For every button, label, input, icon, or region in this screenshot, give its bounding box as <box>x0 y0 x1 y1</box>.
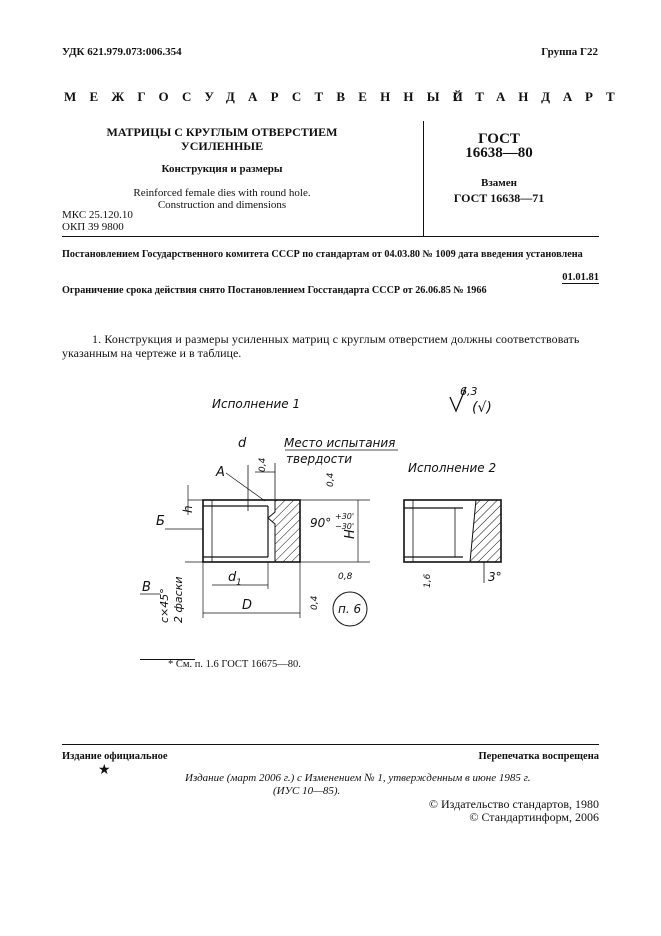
gost-number: 16638—80 <box>465 145 533 161</box>
angle-3: 3° <box>488 570 502 584</box>
title-ru-line1: МАТРИЦЫ С КРУГЛЫМ ОТВЕРСТИЕМ <box>106 125 338 139</box>
angle-tol-plus: +30' <box>335 512 355 521</box>
hardness-label-2: твердости <box>286 452 353 466</box>
roughness-1-6: 1,6 <box>423 573 433 588</box>
title-en-line1: Reinforced female dies with round hole. <box>133 187 311 199</box>
gost-label: ГОСТ <box>478 131 520 147</box>
star-icon: ★ <box>98 763 111 778</box>
banner-right: СТАНДАРТ <box>453 89 628 104</box>
reprint-prohibited: Перепечатка воспрещена <box>478 751 599 762</box>
edition-line-2: (ИУС 10—85). <box>273 785 341 797</box>
replaces-gost: ГОСТ 16638—71 <box>453 191 545 205</box>
roughness-0-8: 0,8 <box>338 572 353 582</box>
paragraph-1-line2: указанным на чертеже и в таблице. <box>62 346 242 360</box>
subtitle-ru: Конструкция и размеры <box>161 163 283 175</box>
separator-line <box>62 236 599 237</box>
roughness-0-4-top: 0,4 <box>258 457 268 472</box>
title-en-line2: Construction and dimensions <box>157 199 287 211</box>
title-divider <box>423 121 424 236</box>
angle-90: 90° <box>310 516 332 530</box>
hardness-label-1: Место испытания <box>284 436 396 450</box>
decree-date: 01.01.81 <box>562 272 599 283</box>
copyright-1980: © Издательство стандартов, 1980 <box>428 797 599 811</box>
dim-d: d <box>238 436 247 451</box>
dim-d1-sub: 1 <box>236 578 242 588</box>
udk-code: УДК 621.979.073:006.354 <box>62 46 182 58</box>
angle-tol-minus: −30' <box>335 522 355 531</box>
roughness-0-4-bottom: 0,4 <box>310 595 320 610</box>
roughness-paren: (√) <box>472 400 492 416</box>
chamfer-label-1: c×45° <box>158 588 171 623</box>
dim-d1: d <box>228 570 237 585</box>
dim-D: D <box>242 598 253 613</box>
label-B: Б <box>156 514 165 529</box>
roughness-value: 6,3 <box>460 385 478 398</box>
note-ref: п. 6 <box>338 602 362 616</box>
chamfer-label-2: 2 фаски <box>172 576 185 623</box>
decree-limitation: Ограничение срока действия снято Постановлением Госстандарта СССР от 26.06.85 № 1966 <box>62 285 487 296</box>
okp-code: ОКП 39 9800 <box>62 221 124 233</box>
replaces-label: Взамен <box>481 177 517 189</box>
edition-line-1: Издание (март 2006 г.) с Изменением № 1, утвержденным в июне 1985 г. <box>185 772 531 784</box>
group-code: Группа Г22 <box>541 46 598 58</box>
footer-separator <box>62 744 599 745</box>
banner-left: МЕЖГОСУДАРСТВЕННЫЙ <box>64 89 476 104</box>
variant-1-label: Исполнение 1 <box>212 397 301 411</box>
label-A: А <box>216 465 225 480</box>
label-V: В <box>142 580 151 595</box>
dim-h: h <box>181 505 195 513</box>
mks-code: МКС 25.120.10 <box>62 209 133 221</box>
variant-2-label: Исполнение 2 <box>408 461 497 475</box>
footnote: * См. п. 1.6 ГОСТ 16675—80. <box>168 659 301 670</box>
paragraph-1-line1: 1. Конструкция и размеры усиленных матриц с круглым отверстием должны соответствовать <box>92 332 580 346</box>
dim-H: H <box>343 529 358 539</box>
copyright-2006: © Стандартинформ, 2006 <box>469 810 599 824</box>
decree-text: Постановлением Государственного комитета СССР по стандартам от 04.03.80 № 1009 дата введения установлена <box>62 249 583 260</box>
official-edition: Издание официальное <box>62 751 168 762</box>
roughness-symbol <box>450 385 492 416</box>
technical-drawing <box>130 375 530 655</box>
variant-2-section <box>404 500 501 583</box>
title-ru-line2: УСИЛЕННЫЕ <box>180 139 264 153</box>
roughness-0-4-face: 0,4 <box>326 472 336 487</box>
